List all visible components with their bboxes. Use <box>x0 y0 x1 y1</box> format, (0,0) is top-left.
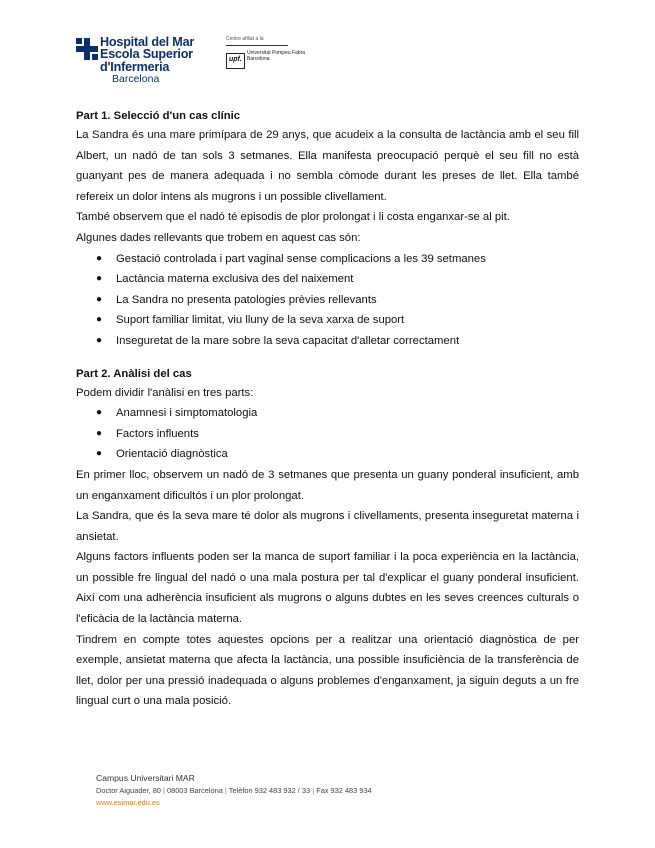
list-item <box>76 269 579 290</box>
partner-logo <box>226 36 321 96</box>
part1-paragraph-1: La Sandra és una mare primípara de 29 anys, que acudeix a la consulta de lactància amb el seu fill Albert, un nadó de tan sols 3 setmanes. Ella manifesta preocupació perquè el seu fill no està guanyant pes de manera adequada i no sembla còmode durant les preses de llet. Ella també refereix un dolor intens als mugrons i un possible clivellament. <box>76 129 579 203</box>
school-logo-text <box>100 36 194 85</box>
bullet-icon: ● <box>96 252 103 264</box>
list-item <box>76 290 579 311</box>
footer-campus: Campus Universitari MAR <box>96 773 195 783</box>
part2-bullet-list <box>76 403 579 465</box>
part1-paragraph-3: Algunes dades rellevants que trobem en aquest cas són: <box>76 231 361 244</box>
footer-fax: Fax 932 483 934 <box>316 786 372 795</box>
part1-title: Part 1. Selecció d'un cas clínic <box>76 110 241 122</box>
list-item-text: Suport familiar limitat, viu lluny de la seva xarxa de suport <box>116 314 405 327</box>
part2-intro: Podem dividir l'anàlisi en tres parts: <box>76 386 254 399</box>
bullet-icon: ● <box>96 334 103 346</box>
part2-paragraph-2: La Sandra, que és la seva mare té dolor als mugrons i clivellaments, presenta inseguretat materna i ansietat. <box>76 510 579 543</box>
document-body <box>76 107 579 712</box>
bullet-icon: ● <box>96 448 103 460</box>
logo-city: Barcelona <box>112 73 160 86</box>
bullet-icon: ● <box>96 273 103 285</box>
list-item-text: Inseguretat de la mare sobre la seva capacitat d'alletar correctament <box>116 334 460 347</box>
part2-paragraph-3: Alguns factors influents poden ser la manca de suport familiar i la poca experiència en la lactància, un possible fre lingual del nadó o una mala postura per tal d'explicar el guany ponderal insuficient. Així com una adherència insuficient als mugrons o alguns dubtes en les seves creences culturals o l'eficàcia de la lactància materna. <box>76 551 579 626</box>
part2-paragraph-1: En primer lloc, observem un nadó de 3 setmanes que presenta un guany ponderal insuficient, amb un enganxament dificultós i un plor prolongat. <box>76 468 579 502</box>
upf-mark: upf. <box>229 56 242 63</box>
logo-line-2: Escola Superior <box>100 47 193 62</box>
list-item-text: Orientació diagnòstica <box>116 448 228 461</box>
upf-logo-icon <box>226 53 245 69</box>
page-header <box>76 36 316 94</box>
footer-street: Doctor Aiguader, 80 <box>96 786 161 795</box>
list-item-text: Factors influents <box>116 427 199 440</box>
partner-caption: Centre afiliat a la <box>226 36 264 42</box>
hospital-cross-logo-icon <box>76 38 98 60</box>
logo-line-1: Hospital del Mar <box>100 35 195 49</box>
list-item-text: Lactància materna exclusiva des del naixement <box>116 273 354 286</box>
footer-address <box>96 784 436 797</box>
bullet-icon: ● <box>96 407 103 419</box>
part2-paragraph-4: Tindrem en compte totes aquestes opcions per a realitzar una orientació diagnòstica de per exemple, ansietat materna que afecta la lactància, una possible insuficiència de la transferència de llet, dolor per una pressió inadequada o alguns problemes d'enganxament, ja siguin deguts a un fre lingual curt o una mala posició. <box>76 633 579 708</box>
list-item <box>76 249 579 270</box>
footer-separator: | <box>312 786 315 795</box>
bullet-icon: ● <box>96 314 103 326</box>
footer-separator: | <box>162 786 165 795</box>
list-item <box>76 403 579 424</box>
page-footer <box>96 772 436 808</box>
part2-title: Part 2. Anàlisi del cas <box>76 367 192 380</box>
list-item <box>76 444 579 465</box>
section-spacer <box>76 352 579 365</box>
list-item <box>76 310 579 331</box>
part1-bullet-list <box>76 249 579 352</box>
upf-name: Universitat Pompeu Fabra Barcelona <box>247 50 306 62</box>
partner-divider <box>226 45 288 46</box>
list-item <box>76 424 579 445</box>
list-item-text: La Sandra no presenta patologies prèvies rellevants <box>116 293 377 306</box>
bullet-icon: ● <box>96 293 103 305</box>
logo-line-3: d'Infermeria <box>100 59 170 74</box>
list-item-text: Gestació controlada i part vaginal sense complicacions a les 39 setmanes <box>116 252 486 265</box>
footer-separator: | <box>224 786 227 795</box>
footer-website-link[interactable]: www.esimar.edu.es <box>96 798 160 807</box>
list-item-text: Anamnesi i simptomatologia <box>116 407 258 420</box>
bullet-icon: ● <box>96 427 103 439</box>
footer-postcode: 08003 Barcelona <box>166 786 223 795</box>
footer-phone: Telèfon 932 483 932 / 33 <box>228 786 311 795</box>
list-item <box>76 331 579 352</box>
part1-paragraph-2: També observem que el nadó té episodis de plor prolongat i li costa enganxar-se al pit. <box>76 211 510 224</box>
